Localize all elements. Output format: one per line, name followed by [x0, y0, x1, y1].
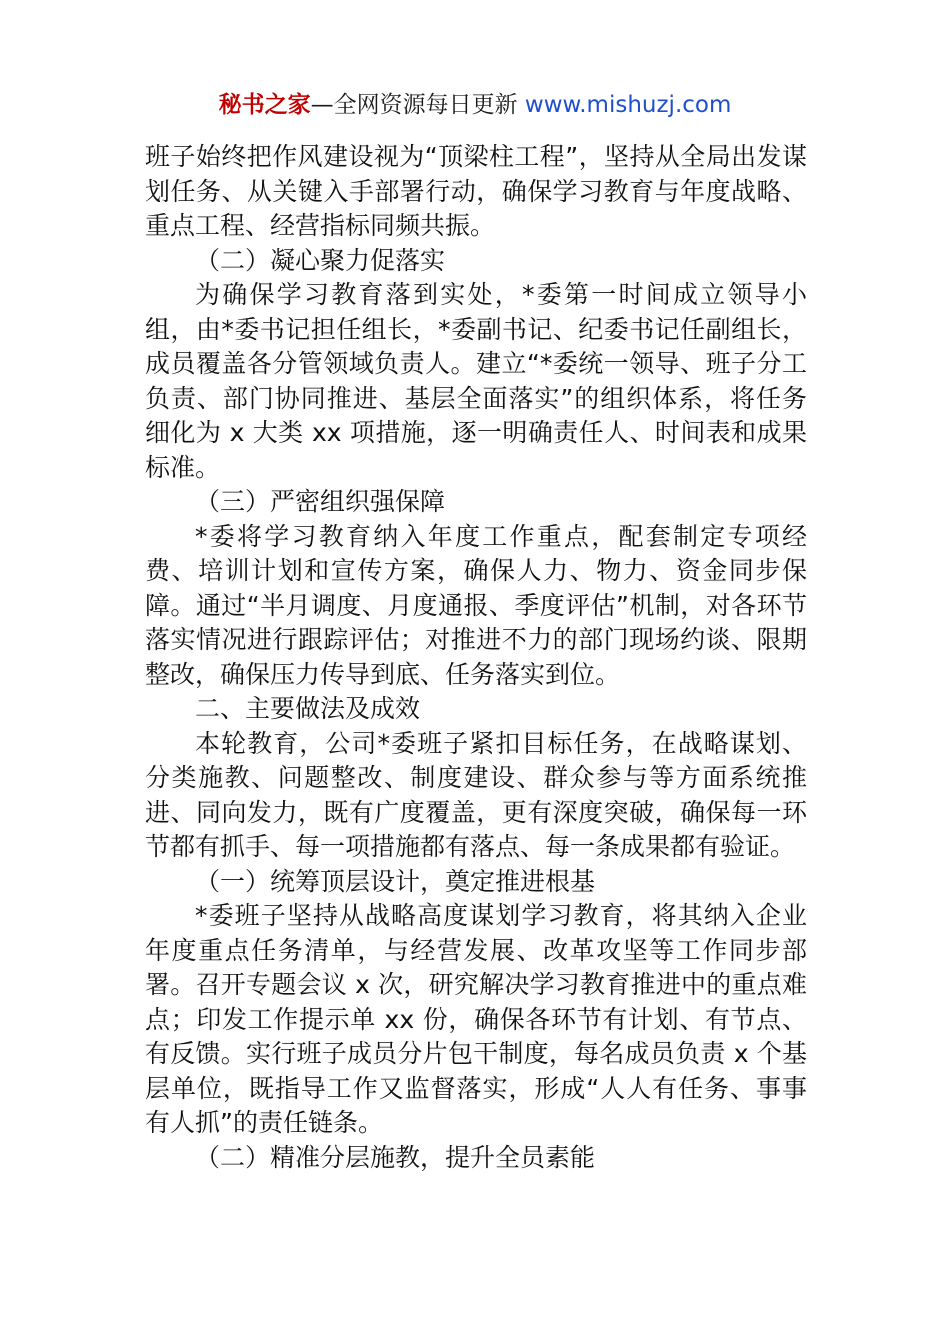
document-body — [145, 140, 807, 1175]
paragraph-continuation: 班子始终把作风建设视为“顶梁柱工程”，坚持从全局出发谋划任务、从关键入手部署行动，确保学习教育与年度战略、重点工程、经营指标同频共振。 — [145, 142, 807, 240]
paragraph: *委将学习教育纳入年度工作重点，配套制定专项经费、培训计划和宣传方案，确保人力、物力、资金同步保障。通过“半月调度、月度通报、季度评估”机制，对各环节落实情况进行跟踪评估；对推进不力的部门现场约谈、限期整改，确保压力传导到底、任务落实到位。 — [145, 521, 807, 689]
subheading-3: （三）严密组织强保障 — [195, 487, 446, 516]
site-url-link[interactable]: www.mishuzj.com — [524, 92, 732, 118]
subheading-2: （二）凝心聚力促落实 — [195, 245, 446, 275]
section-heading: 二、主要做法及成效 — [195, 694, 421, 723]
header-slogan: —全网资源每日更新 — [310, 92, 525, 118]
paragraph: *委班子坚持从战略高度谋划学习教育，将其纳入企业年度重点任务清单，与经营发展、改革攻坚等工作同步部署。召开专题会议 x 次，研究解决学习教育推进中的重点难点；印发工作提示单 xx 份，确保各环节有计划、有节点、有反馈。实行班子成员分片包干制度，每名成员负责 x 个基层单位，既指导工作又监督落实，形成“人人有任务、事事有人抓”的责任链条。 — [145, 901, 807, 1137]
paragraph: 本轮教育，公司*委班子紧扣目标任务，在战略谋划、分类施教、问题整改、制度建设、群众参与等方面系统推进、同向发力，既有广度覆盖，更有深度突破，确保每一环节都有抓手、每一项措施都有落点、每一条成果都有验证。 — [145, 728, 807, 861]
subheading-1: （一）统筹顶层设计，奠定推进根基 — [195, 866, 596, 896]
subheading-2b: （二）精准分层施教，提升全员素能 — [195, 1142, 596, 1172]
brand-name: 秘书之家 — [218, 92, 311, 118]
site-header — [0, 88, 950, 122]
paragraph: 为确保学习教育落到实处，*委第一时间成立领导小组，由*委书记担任组长，*委副书记、纪委书记任副组长，成员覆盖各分管领域负责人。建立“*委统一领导、班子分工负责、部门协同推进、基层全面落实”的组织体系，将任务细化为 x 大类 xx 项措施，逐一明确责任人、时间表和成果标准。 — [145, 280, 807, 482]
